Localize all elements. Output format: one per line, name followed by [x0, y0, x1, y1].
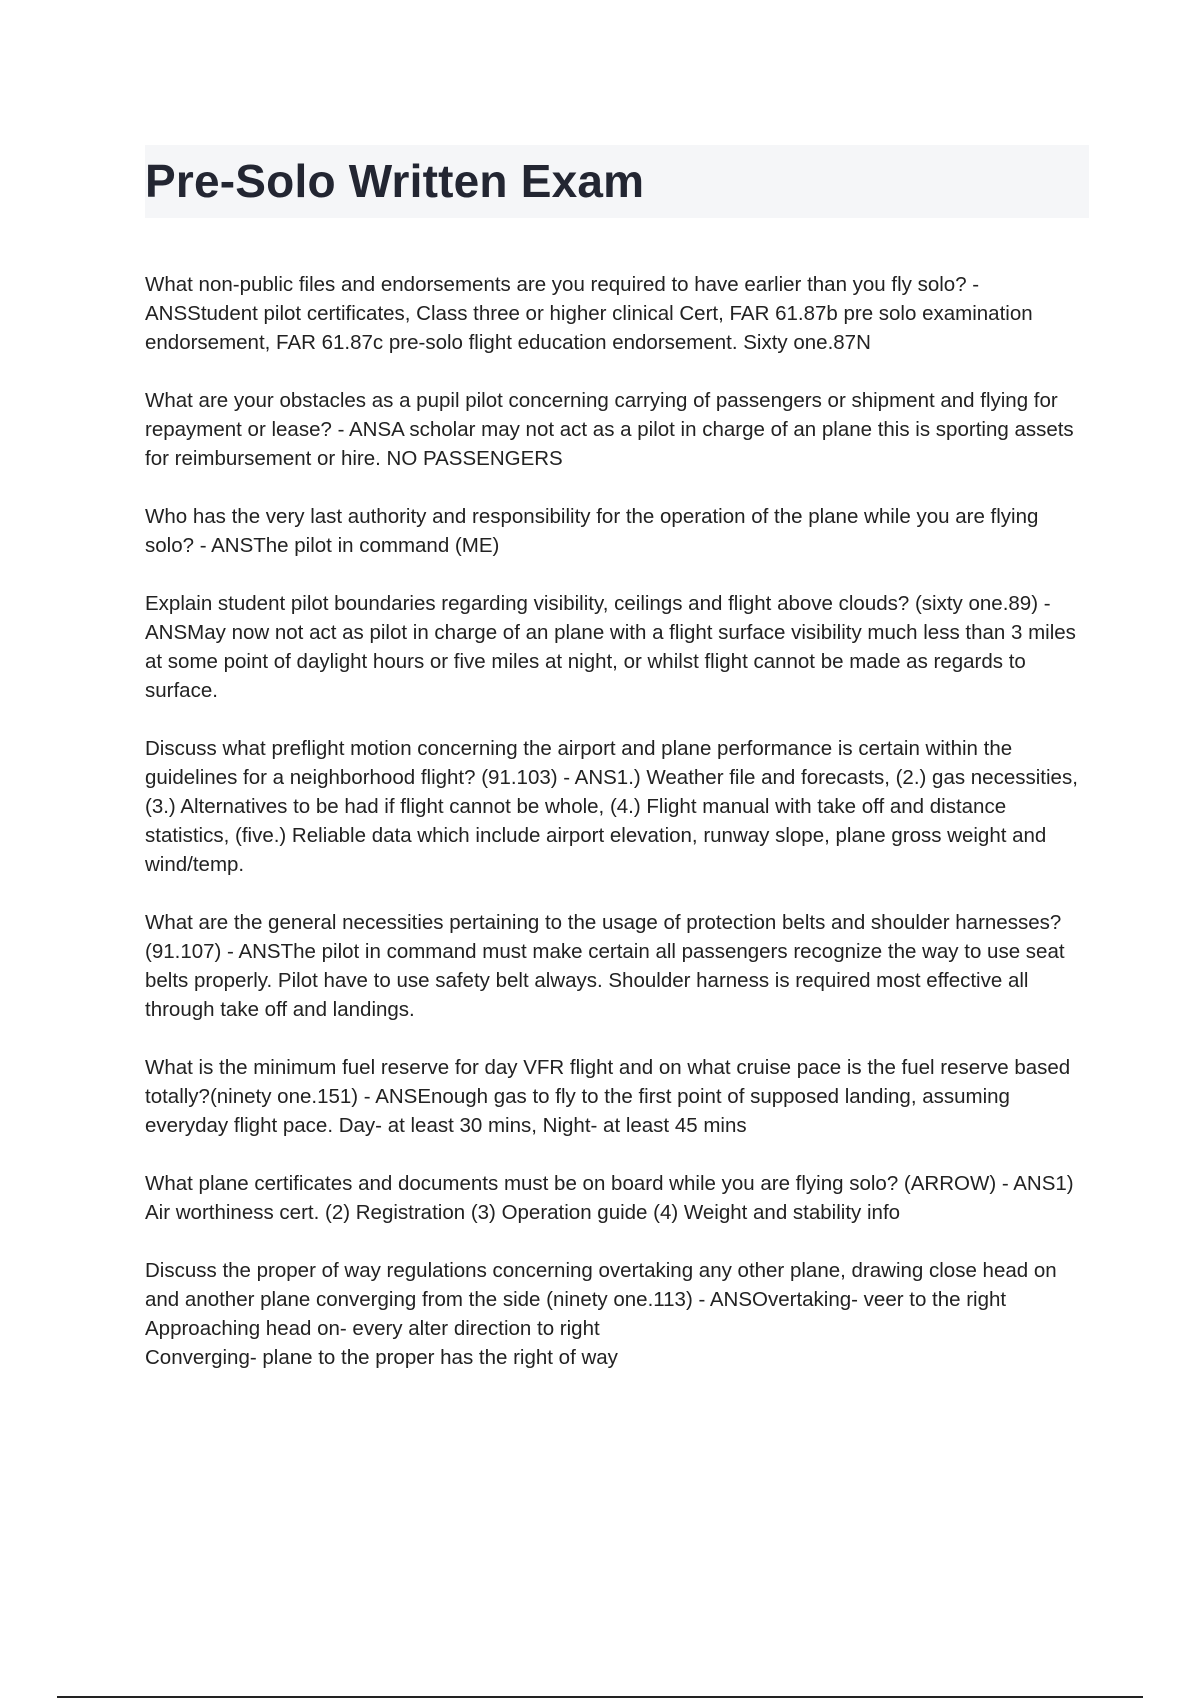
page-title: Pre-Solo Written Exam — [145, 155, 645, 207]
qa-item — [145, 1053, 1089, 1140]
qa-item — [145, 1256, 1089, 1372]
qa-text: Who has the very last authority and responsibility for the operation of the plane while you are flying solo? - ANSThe pilot in command (ME) — [145, 505, 1039, 557]
qa-list — [145, 270, 1089, 1401]
qa-item — [145, 908, 1089, 1024]
qa-item — [145, 270, 1089, 357]
qa-item — [145, 589, 1089, 705]
qa-text: What is the minimum fuel reserve for day VFR flight and on what cruise pace is the fuel reserve based totally?(ninety one.151) - ANSEnough gas to fly to the first point of supposed landing, assuming everyday flight pace. Day- at least 30 mins, Night- at least 45 mins — [145, 1056, 1071, 1137]
qa-text: What non-public files and endorsements are you required to have earlier than you fly solo? - ANSStudent pilot certificates, Class three or higher clinical Cert, FAR 61.87b pre solo examination endorsement, FAR 61.87c pre-solo flight education endorsement. Sixty one.87N — [145, 273, 1033, 354]
qa-item — [145, 1169, 1089, 1227]
qa-text: What plane certificates and documents must be on board while you are flying solo? (ARROW) - ANS1) Air worthiness cert. (2) Registration (3) Operation guide (4) Weight and stability info — [145, 1172, 1074, 1224]
title-band — [145, 145, 1089, 218]
qa-text: Discuss what preflight motion concerning the airport and plane performance is certain within the guidelines for a neighborhood flight? (91.103) - ANS1.) Weather file and forecasts, (2.) gas necessities, (3.) Alternatives to be had if flight cannot be whole, (4.) Flight manual with take off and distance statistics, (five.) Reliable data which include airport elevation, runway slope, plane gross weight and wind/temp. — [145, 737, 1078, 876]
qa-item — [145, 386, 1089, 473]
qa-text: What are your obstacles as a pupil pilot concerning carrying of passengers or shipment and flying for repayment or lease? - ANSA scholar may not act as a pilot in charge of an plane this is sporting assets for reimbursement or hire. NO PASSENGERS — [145, 389, 1074, 470]
qa-text: Discuss the proper of way regulations concerning overtaking any other plane, drawing close head on and another plane converging from the side (ninety one.113) - ANSOvertaking- veer to the right — [145, 1259, 1057, 1311]
qa-item — [145, 502, 1089, 560]
qa-text: What are the general necessities pertaining to the usage of protection belts and shoulder harnesses?(91.107) - ANSThe pilot in command must make certain all passengers recognize the way to use seat belts properly. Pilot have to use safety belt always. Shoulder harness is required most effective all through take off and landings. — [145, 911, 1065, 1021]
qa-text: Explain student pilot boundaries regarding visibility, ceilings and flight above clouds? (sixty one.89) - ANSMay now not act as pilot in charge of an plane with a flight surface visibility much less than 3 miles at some point of daylight hours or five miles at night, or whilst flight cannot be made as regards to surface. — [145, 592, 1076, 702]
qa-item — [145, 734, 1089, 879]
footer-rule — [57, 1696, 1143, 1698]
qa-text-line: Approaching head on- every alter direction to right — [145, 1317, 600, 1340]
qa-text-line: Converging- plane to the proper has the right of way — [145, 1346, 618, 1369]
